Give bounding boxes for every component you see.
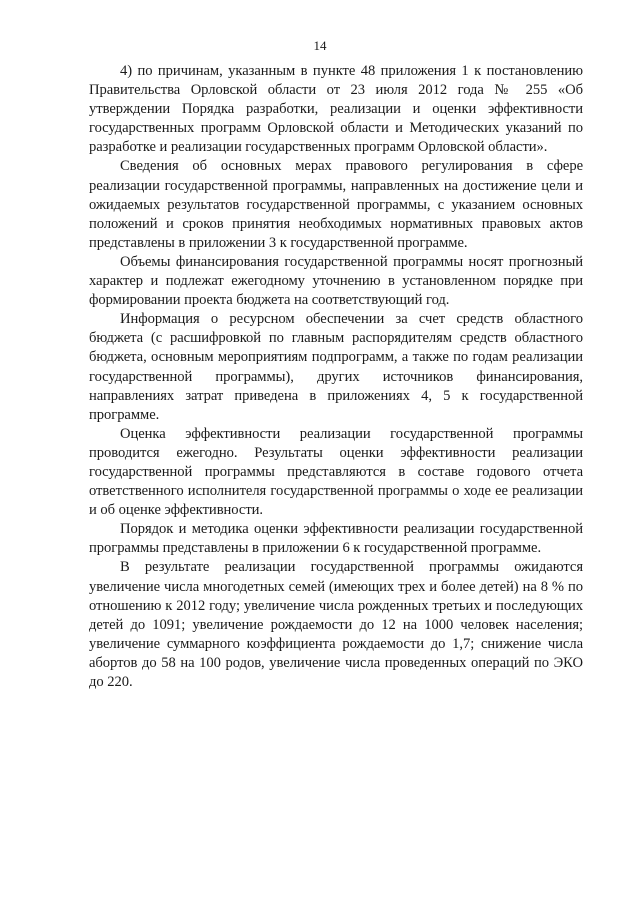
paragraph-funding-volumes: Объемы финансирования государственной программы носят прогнозный характер и подлежат ежегодному уточнению в установленном порядке при формировании проекта бюджета на соответствующий год. bbox=[89, 253, 583, 309]
paragraph-expected-results: В результате реализации государственной программы ожидаются увеличение числа многодетных семей (имеющих трех и более детей) на 8 % по отношению к 2012 году; увеличение числа рожденных третьих и последующих детей до 1091; увеличение рождаемости до 12 на 1000 человек населения; увеличение суммарного коэффициента рождаемости до 1,7; снижение числа абортов до 58 на 100 родов, увеличение числа проведенных операций по ЭКО до 220. bbox=[89, 559, 583, 690]
paragraph-efficiency-evaluation: Оценка эффективности реализации государственной программы проводится ежегодно. Результаты оценки эффективности реализации государственной программы представляются в составе годового отчета ответственного исполнителя государственной программы о ходе ее реализации и об оценке эффективности. bbox=[89, 425, 583, 519]
paragraph-legal-regulation: Сведения об основных мерах правового регулирования в сфере реализации государственной программы, направленных на достижение цели и ожидаемых результатов государственной программы, с указанием основных положений и сроков принятия необходимых нормативных правовых актов представлены в приложении 3 к государственной программе. bbox=[89, 158, 583, 251]
document-body bbox=[89, 62, 583, 692]
paragraph-resource-support: Информация о ресурсном обеспечении за счет средств областного бюджета (с расшифровкой по главным распорядителям средств областного бюджета, основным мероприятиям подпрограмм, а также по годам реализации государственной программы), других источников финансирования, направлениях затрат приведена в приложениях 4, 5 к государственной программе. bbox=[89, 311, 583, 423]
paragraph-evaluation-method: Порядок и методика оценки эффективности реализации государственной программы представлены в приложении 6 к государственной программе. bbox=[89, 521, 583, 557]
paragraph-grounds-for-changes: 4) по причинам, указанным в пункте 48 приложения 1 к постановлению Правительства Орловской области от 23 июля 2012 года № 255 «Об утверждении Порядка разработки, реализации и оценки эффективности государственных программ Орловской области и Методических указаний по разработке и реализации государственных программ Орловской области». bbox=[89, 63, 583, 156]
page-number: 14 bbox=[313, 38, 327, 53]
